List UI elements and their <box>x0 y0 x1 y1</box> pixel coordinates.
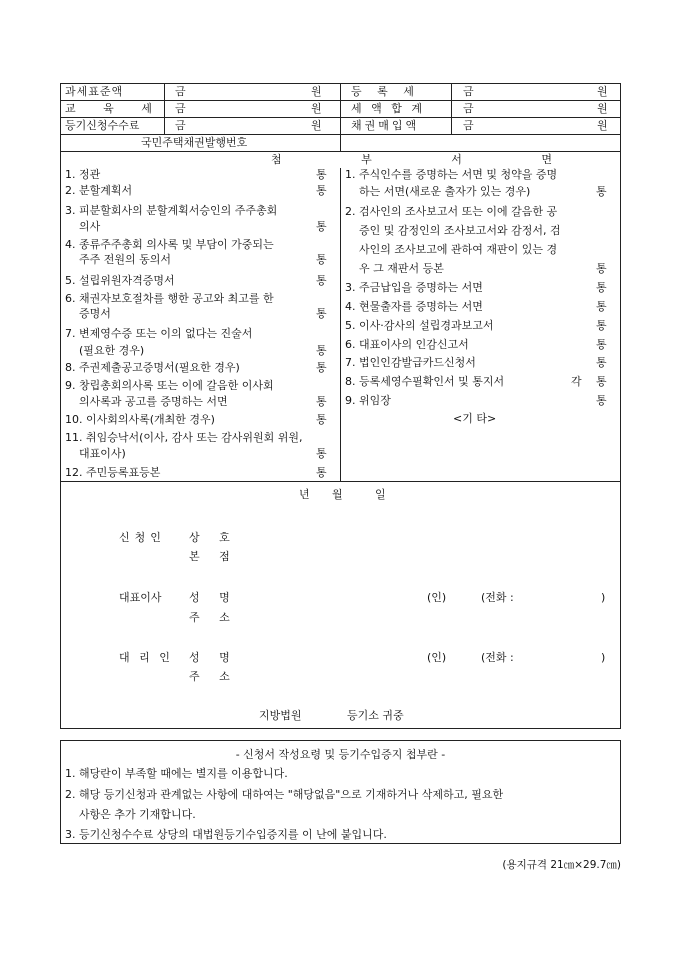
attachment-left-9b: 의사록과 공고를 증명하는 서면 <box>79 395 228 408</box>
total-tax-unit: 원 <box>597 102 608 115</box>
instruction-item-1: 1. 해당란이 부족할 때에는 별지를 이용합니다. <box>65 767 288 780</box>
registry-label: 등기소 귀중 <box>347 709 404 722</box>
agent-phone: (전화 : <box>481 651 514 664</box>
applicant-title: 신청인 <box>119 531 166 544</box>
tax-base-label: 과세표준액 <box>65 85 124 98</box>
representative-phone: (전화 : <box>481 591 514 604</box>
attachments-heading: 첨 부 서 면 <box>271 153 590 166</box>
attachment-right-4: 4. 현물출자를 증명하는 서면 <box>345 300 483 313</box>
tax-base-unit: 원 <box>311 85 322 98</box>
filing-fee-currency: 금 <box>175 119 186 132</box>
education-tax-unit: 원 <box>311 102 322 115</box>
education-tax-currency: 금 <box>175 102 186 115</box>
attachment-right-2d: 우 그 재판서 등본 <box>359 262 444 275</box>
unit-tong: 통 <box>596 185 607 198</box>
each-label: 각 <box>571 375 582 388</box>
attachment-left-4: 4. 종류주주총회 의사록 및 부담이 가중되는 <box>65 238 274 251</box>
representative-address-label: 주 소 <box>189 611 238 624</box>
attachment-left-4b: 주주 전원의 동의서 <box>79 253 172 266</box>
application-form <box>60 83 621 729</box>
attachment-right-7: 7. 법인인감발급카드신청서 <box>345 356 476 369</box>
unit-tong: 통 <box>596 356 607 369</box>
unit-tong: 통 <box>596 319 607 332</box>
date-day: 일 <box>375 488 386 501</box>
unit-tong: 통 <box>316 168 327 181</box>
attachment-left-7: 7. 변제영수증 또는 이의 없다는 진술서 <box>65 327 253 340</box>
instructions-box <box>60 740 621 844</box>
attachment-left-6b: 증명서 <box>79 307 111 320</box>
column-divider <box>164 84 165 134</box>
agent-title: 대 리 인 <box>119 651 173 664</box>
representative-name-label: 성 명 <box>189 591 238 604</box>
attachment-left-2: 2. 분할계획서 <box>65 184 133 197</box>
trade-name-label: 상 호 <box>189 531 238 544</box>
attachment-left-7b: (필요한 경우) <box>79 344 145 357</box>
date-month: 월 <box>332 488 343 501</box>
filing-fee-unit: 원 <box>311 119 322 132</box>
tax-base-currency: 금 <box>175 85 186 98</box>
representative-phone-close: ) <box>601 591 606 604</box>
court-label: 지방법원 <box>259 709 302 722</box>
agent-address-label: 주 소 <box>189 670 238 683</box>
unit-tong: 통 <box>596 338 607 351</box>
bond-purchase-label: 채권매입액 <box>351 119 420 132</box>
instruction-item-2b: 사항은 추가 기재합니다. <box>79 808 196 821</box>
agent-seal: (인) <box>427 651 447 664</box>
registration-tax-label: 등 록 세 <box>351 85 420 98</box>
column-divider <box>340 168 341 481</box>
head-office-label: 본 점 <box>189 550 238 563</box>
attachment-left-5: 5. 설립위원자격증명서 <box>65 274 175 287</box>
unit-tong: 통 <box>316 413 327 426</box>
unit-tong: 통 <box>316 447 327 460</box>
unit-tong: 통 <box>596 394 607 407</box>
bond-purchase-currency: 금 <box>463 119 474 132</box>
other-label: <기 타> <box>453 412 497 425</box>
row-divider <box>61 481 620 482</box>
unit-tong: 통 <box>316 466 327 479</box>
column-divider <box>340 84 341 151</box>
agent-phone-close: ) <box>601 651 606 664</box>
attachment-right-2: 2. 검사인의 조사보고서 또는 이에 갈음한 공 <box>345 205 558 218</box>
attachment-left-3: 3. 피분할회사의 분할계획서승인의 주주총회 <box>65 204 278 217</box>
attachment-left-1: 1. 정관 <box>65 168 101 181</box>
attachment-right-1b: 하는 서면(새로운 출자가 있는 경우) <box>359 185 531 198</box>
attachment-right-2c: 사인의 조사보고에 관하여 재판이 있는 경 <box>359 243 558 256</box>
instruction-item-3: 3. 등기신청수수료 상당의 대법원등기수입증지를 이 난에 붙입니다. <box>65 828 387 841</box>
attachment-left-12: 12. 주민등록표등본 <box>65 466 161 479</box>
unit-tong: 통 <box>596 375 607 388</box>
attachment-left-9: 9. 창립총회의사록 또는 이에 갈음한 이사회 <box>65 379 274 392</box>
unit-tong: 통 <box>316 395 327 408</box>
unit-tong: 통 <box>316 344 327 357</box>
unit-tong: 통 <box>596 281 607 294</box>
unit-tong: 통 <box>316 361 327 374</box>
paper-size-note: (용지규격 21㎝×29.7㎝) <box>502 859 621 871</box>
column-divider <box>451 84 452 134</box>
unit-tong: 통 <box>316 253 327 266</box>
bond-number-label: 국민주택채권발행번호 <box>141 136 248 149</box>
agent-name-label: 성 명 <box>189 651 238 664</box>
bond-purchase-unit: 원 <box>597 119 608 132</box>
attachment-left-11b: 대표이사) <box>79 447 126 460</box>
attachment-left-8: 8. 주권제출공고증명서(필요한 경우) <box>65 361 240 374</box>
attachment-right-5: 5. 이사·감사의 설립경과보고서 <box>345 319 494 332</box>
unit-tong: 통 <box>596 300 607 313</box>
unit-tong: 통 <box>596 262 607 275</box>
attachment-right-1: 1. 주식인수를 증명하는 서면 및 청약을 증명 <box>345 168 558 181</box>
attachment-right-8: 8. 등록세영수필확인서 및 통지서 <box>345 375 505 388</box>
attachment-left-11: 11. 취임승낙서(이사, 감사 또는 감사위원회 위원, <box>65 431 303 444</box>
unit-tong: 통 <box>316 307 327 320</box>
attachment-left-3b: 의사 <box>79 220 101 233</box>
attachment-right-3: 3. 주금납입을 증명하는 서면 <box>345 281 483 294</box>
education-tax-label: 교 육 세 <box>65 102 164 115</box>
date-year: 년 <box>299 488 310 501</box>
registration-tax-unit: 원 <box>597 85 608 98</box>
attachment-right-2b: 증인 및 감정인의 조사보고서와 감정서, 검 <box>359 224 561 237</box>
attachment-left-6: 6. 채권자보호절차를 행한 공고와 최고를 한 <box>65 292 274 305</box>
instruction-item-2: 2. 해당 등기신청과 관계없는 사항에 대하여는 "해당없음"으로 기재하거나 삭제하고, 필요한 <box>65 788 504 801</box>
attachment-left-10: 10. 이사회의사록(개최한 경우) <box>65 413 215 426</box>
attachment-right-6: 6. 대표이사의 인감신고서 <box>345 338 469 351</box>
representative-seal: (인) <box>427 591 447 604</box>
instructions-title: - 신청서 작성요령 및 등기수입증지 첩부란 - <box>235 748 446 761</box>
unit-tong: 통 <box>316 220 327 233</box>
unit-tong: 통 <box>316 274 327 287</box>
registration-tax-currency: 금 <box>463 85 474 98</box>
total-tax-label: 세 액 합 계 <box>351 102 425 115</box>
filing-fee-label: 등기신청수수료 <box>65 119 140 132</box>
representative-title: 대표이사 <box>119 591 162 604</box>
unit-tong: 통 <box>316 184 327 197</box>
total-tax-currency: 금 <box>463 102 474 115</box>
attachment-right-9: 9. 위임장 <box>345 394 391 407</box>
